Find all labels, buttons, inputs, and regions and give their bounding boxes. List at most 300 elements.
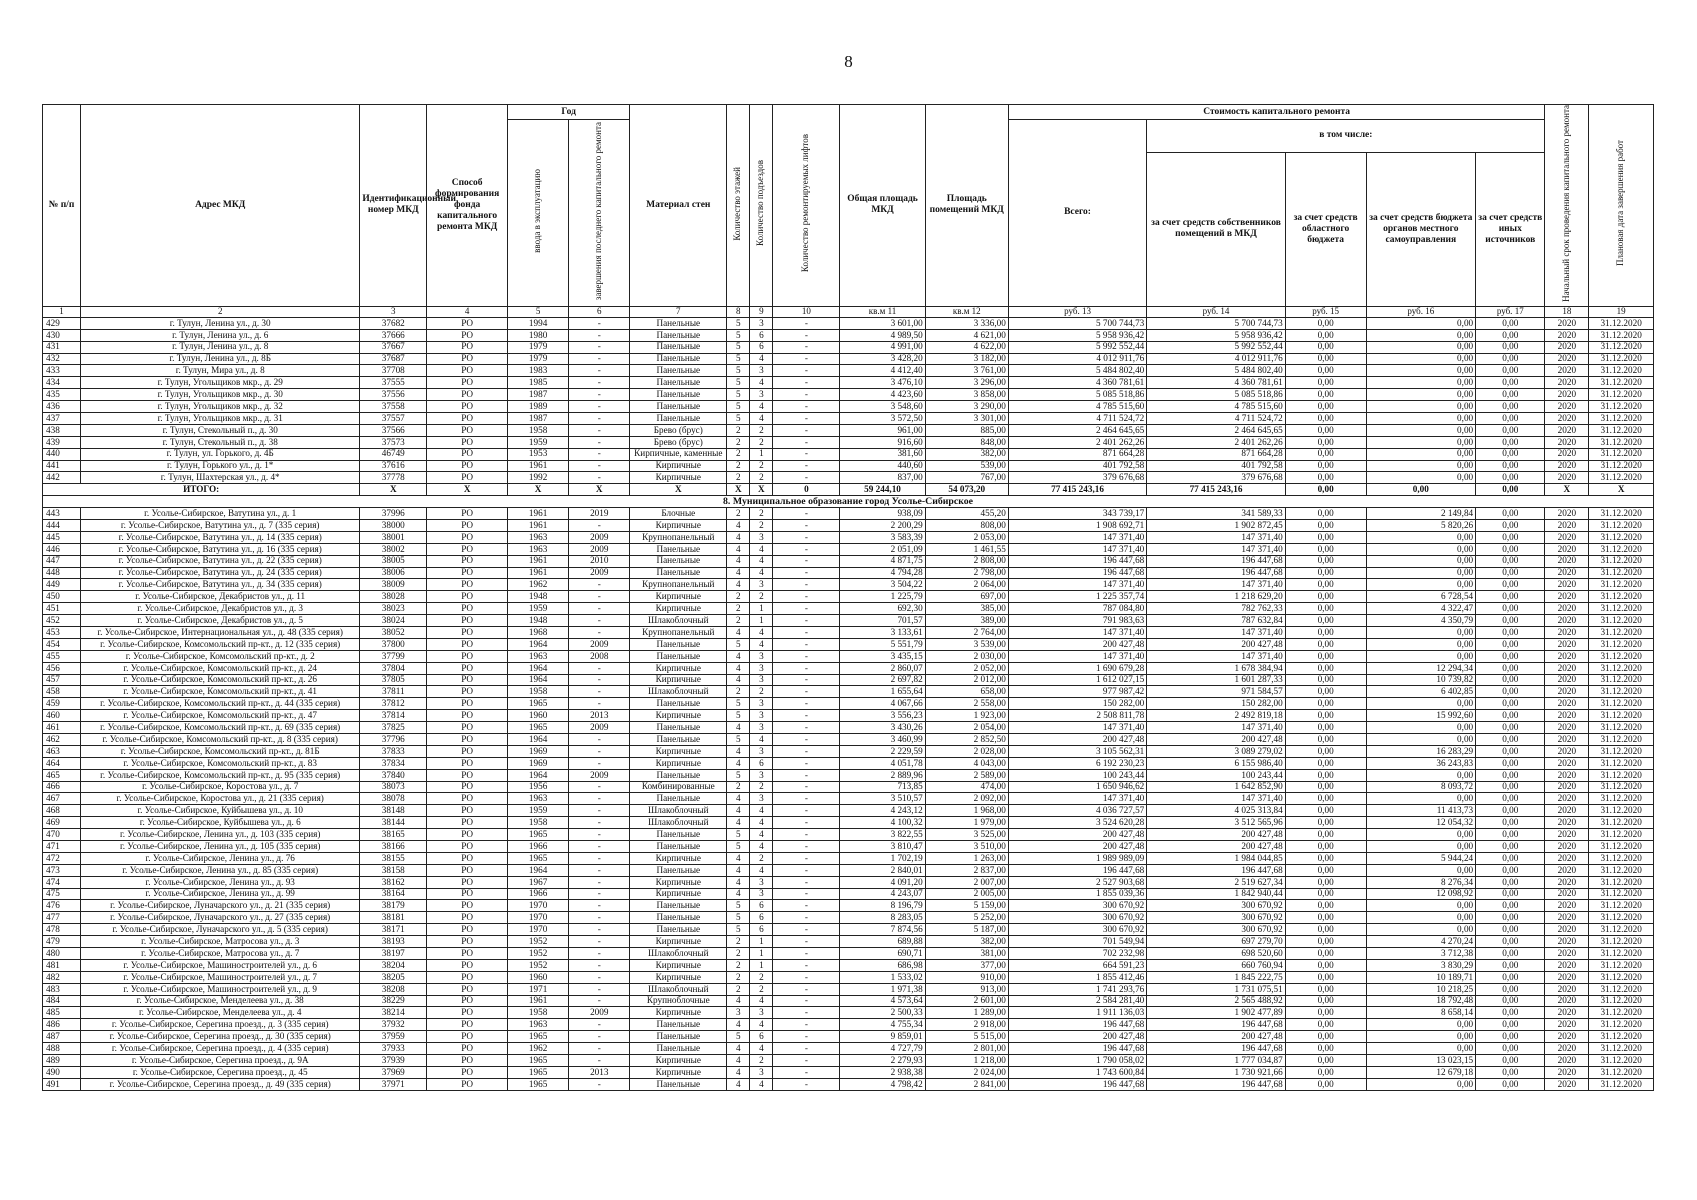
cell-entrances: 4 <box>750 995 773 1007</box>
cell-method: РО <box>427 424 508 436</box>
cell-floors: 2 <box>727 591 750 603</box>
cell-lifts: - <box>773 401 840 413</box>
cell-cost-regional: 0,00 <box>1285 888 1366 900</box>
cell-address: г. Тулун, Угольщиков мкр., д. 29 <box>81 377 360 389</box>
cell-total-area: 5 551,79 <box>840 638 925 650</box>
cell-wall: Кирпичные <box>630 745 727 757</box>
table-row <box>43 745 1654 757</box>
cell-premises-area: 3 539,00 <box>925 638 1008 650</box>
cell-year-repair: - <box>569 460 630 472</box>
cell-cost-owners: 1 730 921,66 <box>1147 1066 1285 1078</box>
cell-cost-regional: 0,00 <box>1285 401 1366 413</box>
cell-lifts: - <box>773 793 840 805</box>
cell-lifts: - <box>773 674 840 686</box>
cell-method: РО <box>427 1055 508 1067</box>
cell-num: 483 <box>43 983 81 995</box>
cell-cost-regional: 0,00 <box>1285 531 1366 543</box>
table-body-tulun <box>43 317 1654 483</box>
cell-end: 31.12.2020 <box>1589 829 1654 841</box>
cell-id: 38166 <box>360 841 427 853</box>
cell-lifts: - <box>773 579 840 591</box>
cell-cost-other: 0,00 <box>1476 508 1545 520</box>
cell-cost-owners: 4 025 313,84 <box>1147 805 1285 817</box>
cell-lifts: - <box>773 936 840 948</box>
cell-cost-total: 1 741 293,76 <box>1008 983 1146 995</box>
cell-cost-owners: 2 492 819,18 <box>1147 710 1285 722</box>
table-row <box>43 424 1654 436</box>
cell-num: 490 <box>43 1066 81 1078</box>
cell-total-area: 4 423,60 <box>840 389 925 401</box>
cell-lifts: - <box>773 745 840 757</box>
cell-year-repair: - <box>569 377 630 389</box>
cell-cost-other: 0,00 <box>1476 567 1545 579</box>
cell-cost-local: 0,00 <box>1366 424 1476 436</box>
cell-total-area: 3 583,39 <box>840 531 925 543</box>
cell-cost-regional: 0,00 <box>1285 448 1366 460</box>
cell-lifts: - <box>773 698 840 710</box>
cell-cost-total: 147 371,40 <box>1008 722 1146 734</box>
table-row <box>43 876 1654 888</box>
cell-year-commission: 1994 <box>508 317 569 329</box>
cell-start: 2020 <box>1545 829 1589 841</box>
cell-year-repair: - <box>569 864 630 876</box>
cell-address: г. Тулун, Угольщиков мкр., д. 30 <box>81 389 360 401</box>
cell-year-commission: 1964 <box>508 674 569 686</box>
cell-start: 2020 <box>1545 817 1589 829</box>
cell-premises-area: 1 218,00 <box>925 1055 1008 1067</box>
cell-cost-regional: 0,00 <box>1285 424 1366 436</box>
cell-entrances: 2 <box>750 852 773 864</box>
cell-total-area: 1 702,19 <box>840 852 925 864</box>
cell-premises-area: 2 007,00 <box>925 876 1008 888</box>
cell-lifts: - <box>773 460 840 472</box>
cell-floors: 2 <box>727 448 750 460</box>
cell-start: 2020 <box>1545 519 1589 531</box>
cell-num: 486 <box>43 1019 81 1031</box>
cell-address: г. Усолье-Сибирское, Комсомольский пр-кт., д. 69 (335 серия) <box>81 722 360 734</box>
table-row <box>43 460 1654 472</box>
cell-end: 31.12.2020 <box>1589 603 1654 615</box>
cell-cost-local: 0,00 <box>1366 924 1476 936</box>
cell-cost-other: 0,00 <box>1476 353 1545 365</box>
cell-address: г. Усолье-Сибирское, Комсомольский пр-кт., д. 26 <box>81 674 360 686</box>
cell-entrances: 3 <box>750 531 773 543</box>
cell-method: РО <box>427 722 508 734</box>
cell-premises-area: 474,00 <box>925 781 1008 793</box>
table-row <box>43 1055 1654 1067</box>
cell-cost-owners: 1 902 477,89 <box>1147 1007 1285 1019</box>
cell-wall: Панельные <box>630 1078 727 1090</box>
header-cost-total: Всего: <box>1008 120 1146 307</box>
cell-floors: 2 <box>727 508 750 520</box>
cell-floors: 4 <box>727 852 750 864</box>
cell-cost-local: 13 023,15 <box>1366 1055 1476 1067</box>
cell-year-repair: - <box>569 626 630 638</box>
cell-premises-area: 3 296,00 <box>925 377 1008 389</box>
cell-cost-local: 3 712,38 <box>1366 948 1476 960</box>
cell-year-repair: - <box>569 1031 630 1043</box>
cell-method: РО <box>427 531 508 543</box>
cell-lifts: - <box>773 615 840 627</box>
cell-method: РО <box>427 924 508 936</box>
cell-cost-regional: 0,00 <box>1285 722 1366 734</box>
cell-wall: Кирпичные <box>630 757 727 769</box>
cell-entrances: 2 <box>750 983 773 995</box>
cell-cost-regional: 0,00 <box>1285 579 1366 591</box>
cell-wall: Панельные <box>630 793 727 805</box>
cell-year-repair: 2008 <box>569 650 630 662</box>
cell-total-area: 3 822,55 <box>840 829 925 841</box>
cell-year-repair: - <box>569 841 630 853</box>
cell-total-area: 3 504,22 <box>840 579 925 591</box>
cell-floors: 5 <box>727 317 750 329</box>
cell-cost-local: 0,00 <box>1366 1019 1476 1031</box>
column-number: 5 <box>508 306 569 317</box>
cell-floors: 4 <box>727 567 750 579</box>
total-cell: 77 415 243,16 <box>1008 484 1146 496</box>
cell-cost-regional: 0,00 <box>1285 698 1366 710</box>
cell-end: 31.12.2020 <box>1589 317 1654 329</box>
header-start: Начальный срок проведения капитального ремонта <box>1545 105 1589 307</box>
cell-year-repair: - <box>569 519 630 531</box>
cell-end: 31.12.2020 <box>1589 389 1654 401</box>
table-row <box>43 1019 1654 1031</box>
cell-num: 453 <box>43 626 81 638</box>
cell-start: 2020 <box>1545 603 1589 615</box>
cell-cost-total: 343 739,17 <box>1008 508 1146 520</box>
header-regional: за счет средств областного бюджета <box>1285 152 1366 306</box>
cell-start: 2020 <box>1545 567 1589 579</box>
cell-lifts: - <box>773 876 840 888</box>
total-cell: 54 073,20 <box>925 484 1008 496</box>
cell-entrances: 3 <box>750 650 773 662</box>
cell-entrances: 2 <box>750 424 773 436</box>
column-number: 14 <box>1220 306 1230 317</box>
cell-floors: 4 <box>727 876 750 888</box>
cell-wall: Брево (брус) <box>630 424 727 436</box>
cell-start: 2020 <box>1545 888 1589 900</box>
cell-lifts: - <box>773 710 840 722</box>
cell-total-area: 8 196,79 <box>840 900 925 912</box>
cell-start: 2020 <box>1545 424 1589 436</box>
cell-year-repair: 2013 <box>569 1066 630 1078</box>
cell-year-commission: 1948 <box>508 591 569 603</box>
cell-year-repair: - <box>569 472 630 484</box>
cell-num: 452 <box>43 615 81 627</box>
cell-premises-area: 382,00 <box>925 936 1008 948</box>
cell-id: 37833 <box>360 745 427 757</box>
cell-address: г. Усолье-Сибирское, Серегина проезд., д. 3 (335 серия) <box>81 1019 360 1031</box>
cell-cost-other: 0,00 <box>1476 1007 1545 1019</box>
cell-cost-regional: 0,00 <box>1285 662 1366 674</box>
table-row <box>43 472 1654 484</box>
cell-premises-area: 5 252,00 <box>925 912 1008 924</box>
cell-cost-regional: 0,00 <box>1285 412 1366 424</box>
cell-total-area: 4 243,12 <box>840 805 925 817</box>
cell-floors: 4 <box>727 650 750 662</box>
cell-end: 31.12.2020 <box>1589 722 1654 734</box>
cell-wall: Кирпичные <box>630 1066 727 1078</box>
cell-start: 2020 <box>1545 591 1589 603</box>
cell-method: РО <box>427 698 508 710</box>
cell-year-commission: 1979 <box>508 353 569 365</box>
cell-premises-area: 5 515,00 <box>925 1031 1008 1043</box>
table-row <box>43 983 1654 995</box>
cell-premises-area: 2 064,00 <box>925 579 1008 591</box>
table-row <box>43 995 1654 1007</box>
cell-start: 2020 <box>1545 1031 1589 1043</box>
cell-address: г. Усолье-Сибирское, Машиностроителей ул., д. 9 <box>81 983 360 995</box>
header-year-last-repair: завершения последнего капитального ремонта <box>569 120 630 307</box>
cell-premises-area: 2 024,00 <box>925 1066 1008 1078</box>
cell-num: 488 <box>43 1043 81 1055</box>
cell-year-commission: 1965 <box>508 722 569 734</box>
cell-cost-other: 0,00 <box>1476 317 1545 329</box>
cell-id: 37799 <box>360 650 427 662</box>
cell-num: 470 <box>43 829 81 841</box>
cell-method: РО <box>427 1043 508 1055</box>
cell-id: 37557 <box>360 412 427 424</box>
cell-entrances: 1 <box>750 448 773 460</box>
cell-entrances: 1 <box>750 603 773 615</box>
cell-start: 2020 <box>1545 745 1589 757</box>
cell-year-commission: 1952 <box>508 936 569 948</box>
cell-cost-regional: 0,00 <box>1285 638 1366 650</box>
cell-method: РО <box>427 1078 508 1090</box>
cell-id: 38179 <box>360 900 427 912</box>
cell-cost-other: 0,00 <box>1476 959 1545 971</box>
cell-lifts: - <box>773 1007 840 1019</box>
cell-start: 2020 <box>1545 329 1589 341</box>
cell-cost-total: 300 670,92 <box>1008 924 1146 936</box>
cell-address: г. Усолье-Сибирское, Серегина проезд., д. 45 <box>81 1066 360 1078</box>
cell-floors: 4 <box>727 1043 750 1055</box>
cell-cost-other: 0,00 <box>1476 948 1545 960</box>
cell-cost-total: 2 508 811,78 <box>1008 710 1146 722</box>
cell-premises-area: 377,00 <box>925 959 1008 971</box>
cell-cost-total: 1 790 058,02 <box>1008 1055 1146 1067</box>
cell-year-repair: - <box>569 888 630 900</box>
cell-floors: 5 <box>727 900 750 912</box>
cell-cost-other: 0,00 <box>1476 900 1545 912</box>
cell-method: РО <box>427 983 508 995</box>
cell-cost-local: 5 820,26 <box>1366 519 1476 531</box>
header-floors: Количество этажей <box>727 105 750 307</box>
cell-year-repair: - <box>569 448 630 460</box>
cell-id: 37573 <box>360 436 427 448</box>
cell-cost-other: 0,00 <box>1476 638 1545 650</box>
cell-start: 2020 <box>1545 412 1589 424</box>
header-year-group: Год <box>508 105 630 120</box>
cell-num: 448 <box>43 567 81 579</box>
unit-label: руб. <box>1202 306 1219 317</box>
cell-num: 431 <box>43 341 81 353</box>
section-title: 8. Муниципальное образование город Усолье-Сибирское <box>43 496 1654 508</box>
table-row <box>43 793 1654 805</box>
cell-address: г. Усолье-Сибирское, Коростова ул., д. 21 (335 серия) <box>81 793 360 805</box>
table-row <box>43 650 1654 662</box>
cell-lifts: - <box>773 1019 840 1031</box>
cell-cost-total: 701 549,94 <box>1008 936 1146 948</box>
cell-year-repair: - <box>569 948 630 960</box>
cell-cost-local: 8 093,72 <box>1366 781 1476 793</box>
cell-wall: Брево (брус) <box>630 436 727 448</box>
cell-wall: Панельные <box>630 722 727 734</box>
cell-end: 31.12.2020 <box>1589 686 1654 698</box>
total-cell: 0 <box>773 484 840 496</box>
header-lifts: Количество ремонтируемых лифтов <box>773 105 840 307</box>
table-row <box>43 531 1654 543</box>
cell-year-repair: - <box>569 686 630 698</box>
cell-address: г. Усолье-Сибирское, Декабристов ул., д. 3 <box>81 603 360 615</box>
header-total-area: Общая площадь МКД <box>840 105 925 307</box>
column-number: 10 <box>773 306 840 317</box>
cell-cost-other: 0,00 <box>1476 983 1545 995</box>
cell-lifts: - <box>773 805 840 817</box>
cell-cost-regional: 0,00 <box>1285 1007 1366 1019</box>
cell-floors: 5 <box>727 389 750 401</box>
cell-entrances: 3 <box>750 1007 773 1019</box>
cell-total-area: 837,00 <box>840 472 925 484</box>
cell-wall: Панельные <box>630 864 727 876</box>
cell-cost-total: 200 427,48 <box>1008 829 1146 841</box>
cell-id: 38148 <box>360 805 427 817</box>
cell-cost-owners: 1 842 940,44 <box>1147 888 1285 900</box>
cell-wall: Крупноблочные <box>630 995 727 1007</box>
cell-cost-total: 1 855 412,46 <box>1008 971 1146 983</box>
cell-total-area: 4 727,79 <box>840 1043 925 1055</box>
cell-premises-area: 2 005,00 <box>925 888 1008 900</box>
cell-method: РО <box>427 662 508 674</box>
cell-cost-other: 0,00 <box>1476 698 1545 710</box>
cell-year-repair: - <box>569 341 630 353</box>
cell-method: РО <box>427 615 508 627</box>
cell-entrances: 4 <box>750 1043 773 1055</box>
cell-wall: Кирпичные <box>630 472 727 484</box>
cell-premises-area: 3 336,00 <box>925 317 1008 329</box>
table-row <box>43 615 1654 627</box>
cell-method: РО <box>427 1066 508 1078</box>
cell-num: 435 <box>43 389 81 401</box>
cell-num: 444 <box>43 519 81 531</box>
cell-premises-area: 5 187,00 <box>925 924 1008 936</box>
cell-lifts: - <box>773 959 840 971</box>
cell-year-repair: - <box>569 401 630 413</box>
cell-cost-owners: 147 371,40 <box>1147 650 1285 662</box>
cell-lifts: - <box>773 817 840 829</box>
cell-num: 442 <box>43 472 81 484</box>
cell-cost-regional: 0,00 <box>1285 519 1366 531</box>
cell-total-area: 938,09 <box>840 508 925 520</box>
cell-year-commission: 1966 <box>508 841 569 853</box>
cell-total-area: 7 874,56 <box>840 924 925 936</box>
cell-address: г. Усолье-Сибирское, Куйбышева ул., д. 6 <box>81 817 360 829</box>
cell-year-repair: - <box>569 329 630 341</box>
cell-address: г. Усолье-Сибирское, Ватутина ул., д. 34 (335 серия) <box>81 579 360 591</box>
cell-cost-other: 0,00 <box>1476 686 1545 698</box>
cell-id: 38171 <box>360 924 427 936</box>
cell-wall: Шлакоблочный <box>630 686 727 698</box>
cell-address: г. Усолье-Сибирское, Менделеева ул., д. 4 <box>81 1007 360 1019</box>
cell-start: 2020 <box>1545 959 1589 971</box>
cell-year-commission: 1985 <box>508 377 569 389</box>
cell-entrances: 3 <box>750 674 773 686</box>
cell-wall: Кирпичные <box>630 971 727 983</box>
table-row <box>43 662 1654 674</box>
cell-cost-local: 0,00 <box>1366 567 1476 579</box>
cell-floors: 5 <box>727 341 750 353</box>
cell-floors: 2 <box>727 686 750 698</box>
cell-cost-total: 147 371,40 <box>1008 650 1146 662</box>
cell-cost-regional: 0,00 <box>1285 472 1366 484</box>
cell-method: РО <box>427 864 508 876</box>
cell-floors: 5 <box>727 401 750 413</box>
cell-id: 38078 <box>360 793 427 805</box>
cell-method: РО <box>427 841 508 853</box>
cell-entrances: 2 <box>750 519 773 531</box>
cell-address: г. Усолье-Сибирское, Серегина проезд., д. 4 (335 серия) <box>81 1043 360 1055</box>
cell-cost-other: 0,00 <box>1476 852 1545 864</box>
cell-id: 37778 <box>360 472 427 484</box>
cell-floors: 5 <box>727 710 750 722</box>
column-number: 18 <box>1545 306 1589 317</box>
cell-floors: 3 <box>727 1007 750 1019</box>
cell-premises-area: 913,00 <box>925 983 1008 995</box>
cell-cost-local: 36 243,83 <box>1366 757 1476 769</box>
cell-cost-local: 18 792,48 <box>1366 995 1476 1007</box>
cell-cost-local: 10 189,71 <box>1366 971 1476 983</box>
cell-end: 31.12.2020 <box>1589 781 1654 793</box>
cell-year-repair: - <box>569 912 630 924</box>
cell-num: 455 <box>43 650 81 662</box>
cell-method: РО <box>427 829 508 841</box>
cell-num: 449 <box>43 579 81 591</box>
table-row <box>43 959 1654 971</box>
cell-end: 31.12.2020 <box>1589 745 1654 757</box>
table-row <box>43 722 1654 734</box>
cell-total-area: 2 500,33 <box>840 1007 925 1019</box>
cell-wall: Блочные <box>630 508 727 520</box>
cell-end: 31.12.2020 <box>1589 472 1654 484</box>
cell-year-commission: 1970 <box>508 900 569 912</box>
unit-rub <box>1366 306 1476 317</box>
cell-wall: Панельные <box>630 912 727 924</box>
cell-cost-regional: 0,00 <box>1285 1078 1366 1090</box>
cell-total-area: 4 067,66 <box>840 698 925 710</box>
cell-entrances: 6 <box>750 1031 773 1043</box>
cell-lifts: - <box>773 686 840 698</box>
cell-start: 2020 <box>1545 1043 1589 1055</box>
cell-address: г. Усолье-Сибирское, Комсомольский пр-кт., д. 44 (335 серия) <box>81 698 360 710</box>
unit-rub <box>1147 306 1285 317</box>
cell-cost-regional: 0,00 <box>1285 900 1366 912</box>
cell-year-commission: 1960 <box>508 710 569 722</box>
total-cell: X <box>1545 484 1589 496</box>
cell-start: 2020 <box>1545 436 1589 448</box>
cell-end: 31.12.2020 <box>1589 1055 1654 1067</box>
table-row <box>43 508 1654 520</box>
cell-lifts: - <box>773 852 840 864</box>
cell-year-commission: 1980 <box>508 329 569 341</box>
cell-cost-local: 0,00 <box>1366 626 1476 638</box>
cell-total-area: 4 798,42 <box>840 1078 925 1090</box>
cell-cost-local: 0,00 <box>1366 1078 1476 1090</box>
cell-start: 2020 <box>1545 1007 1589 1019</box>
cell-cost-other: 0,00 <box>1476 781 1545 793</box>
cell-method: РО <box>427 745 508 757</box>
cell-floors: 4 <box>727 626 750 638</box>
cell-wall: Панельные <box>630 412 727 424</box>
